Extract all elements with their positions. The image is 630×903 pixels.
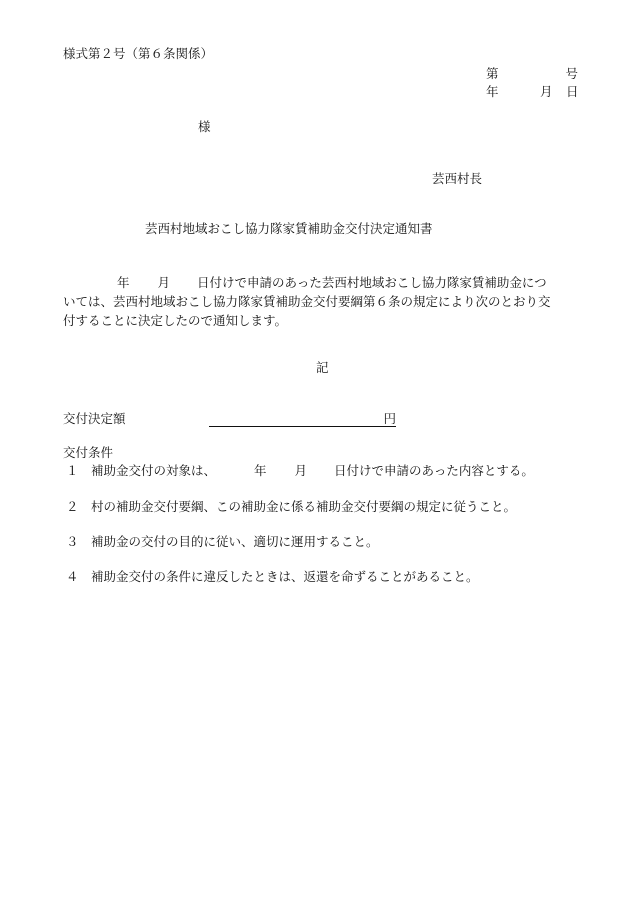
condition-number: ４ [66, 569, 79, 584]
notice-body-line-3: 付することに決定したので通知します。 [63, 313, 288, 328]
notice-body-line-1 [63, 273, 580, 292]
ki-marker: 記 [316, 360, 329, 375]
condition-month-label: 月 [294, 463, 308, 478]
grant-amount-unit: 円 [383, 411, 396, 426]
grant-amount-blank [209, 413, 396, 427]
date-year-label: 年 [486, 84, 499, 99]
notice-body [63, 273, 580, 330]
grant-amount-label: 交付決定額 [63, 411, 126, 426]
condition-text: 日付けで申請のあった内容とする。 [334, 463, 534, 478]
addressee-honorific: 様 [198, 119, 211, 134]
date-month-label: 月 [540, 84, 553, 99]
condition-text: 補助金交付の条件に違反したときは、返還を命ずることがあること。 [91, 569, 479, 584]
form-label: 様式第２号（第６条関係） [63, 46, 214, 61]
body-year-label: 年 [117, 275, 130, 290]
condition-item [66, 501, 516, 514]
condition-year-label: 年 [254, 463, 267, 478]
document-number-suffix: 号 [565, 66, 578, 81]
condition-text: 補助金交付の対象は、 [91, 463, 217, 478]
notice-body-line-2: いては、芸西村地域おこし協力隊家賃補助金交付要綱第６条の規定により次のとおり交 [63, 294, 551, 309]
condition-text: 村の補助金交付要綱、この補助金に係る補助金交付要綱の規定に従うこと。 [91, 499, 517, 514]
body-month-label: 月 [157, 275, 171, 290]
document-number-prefix: 第 [486, 66, 499, 81]
condition-item [66, 571, 479, 584]
condition-item [66, 465, 534, 478]
issuer-name: 芸西村長 [432, 171, 483, 186]
condition-item [66, 536, 379, 549]
condition-number: ２ [66, 499, 79, 514]
condition-number: ３ [66, 534, 79, 549]
document-title: 芸西村地域おこし協力隊家賃補助金交付決定通知書 [145, 221, 433, 236]
body-line-1-text: 日付けで申請のあった芸西村地域おこし協力隊家賃補助金につ [197, 275, 547, 290]
conditions-heading: 交付条件 [63, 445, 114, 460]
date-day-label: 日 [566, 84, 579, 99]
condition-text: 補助金の交付の目的に従い、適切に運用すること。 [91, 534, 379, 549]
condition-number: １ [66, 463, 79, 478]
